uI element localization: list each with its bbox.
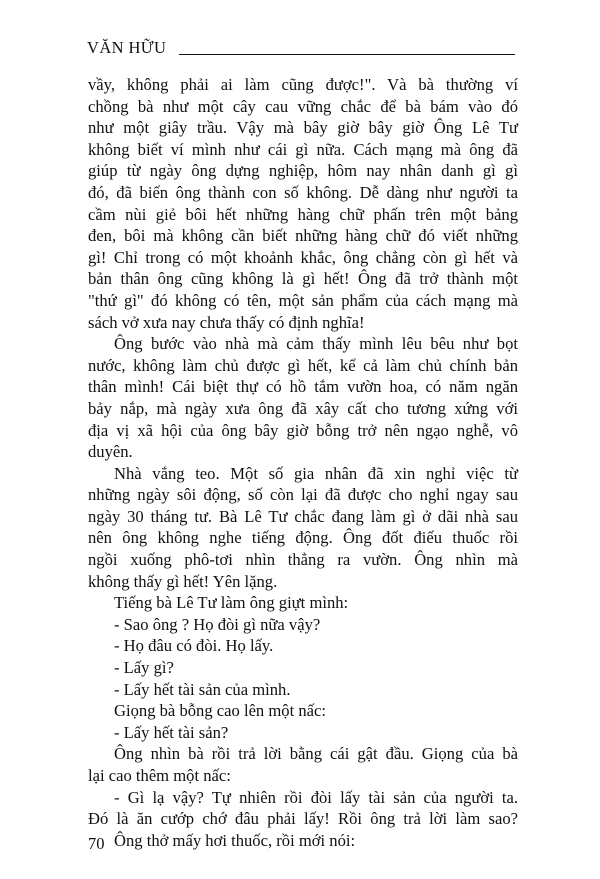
text-line: - Sao ông ? Họ đòi gì nữa vậy? (114, 614, 321, 634)
text-line: duyên. (88, 442, 133, 462)
text-line: Giọng bà bỗng cao lên một nấc: (114, 701, 326, 721)
text-line: - Lấy hết tài sản? (114, 722, 229, 742)
text-line: - Lấy gì? (114, 658, 174, 678)
text-line: lại cao thêm một nấc: (88, 766, 231, 785)
page-number: 70 (88, 834, 105, 853)
running-header (87, 38, 517, 60)
text-line: vầy, không phải ai làm cũng được!". Và bà thường ví (88, 75, 518, 94)
text-line: ngồi xuống phô-tơi nhìn thẳng ra vườn. Ông nhìn mà (88, 550, 518, 570)
text-line: cầm nùi giẻ bôi hết những hàng chữ phấn trên một bảng (88, 204, 518, 224)
text-line: thân mình! Cái biệt thự có hồ tắm vườn hoa, có năm ngăn (88, 377, 518, 397)
text-line: bảy nắp, mà ngày xưa ông đã xây cất cho tương xứng với (88, 398, 518, 418)
text-line: Đó là ăn cướp chớ đâu phải lấy! Rồi ông trả lời làm sao? (88, 809, 518, 829)
text-line: như một giây trầu. Vậy mà bây giờ bây giờ Ông Lê Tư (88, 118, 518, 138)
text-line: Ông bước vào nhà mà cảm thấy mình lêu bêu như bọt (114, 334, 518, 354)
text-line: Ông thở mấy hơi thuốc, rồi mới nói: (114, 830, 356, 850)
text-line: Ông nhìn bà rồi trả lời bằng cái gật đầu. Giọng của bà (114, 744, 518, 764)
text-line: đen, bôi mà không cần biết những hàng chữ đó viết những (88, 226, 518, 246)
text-line: không biết ví mình như cái gì nữa. Cách mạng mà ông đã (88, 139, 518, 159)
text-line: địa vị xã hội của ông bây giờ bỗng trở nên ngạo nghễ, vô (88, 420, 518, 440)
text-line: Nhà vắng teo. Một số gia nhân đã xin nghỉ việc từ (114, 463, 518, 483)
text-line: những ngày sôi động, số còn lại đã được cho nghỉ ngay sau (88, 485, 518, 505)
header-rule (179, 54, 515, 55)
text-line: giúp từ ngày ông dựng nghiệp, hôm nay nhân danh gì gì (88, 161, 518, 181)
text-line: chồng bà như một cây cau vững chắc để bà bám vào đó (88, 96, 518, 116)
text-line: - Họ đâu có đòi. Họ lấy. (114, 636, 274, 656)
text-line: - Lấy hết tài sản của mình. (114, 679, 291, 699)
text-line: "thứ gì" đó không có tên, một sản phẩm của cách mạng mà (88, 290, 518, 310)
text-line: ngày 30 tháng tư. Bà Lê Tư chắc đang làm gì ở dãi nhà sau (88, 506, 518, 526)
text-line: - Gì lạ vậy? Tự nhiên rồi đòi lấy tài sản của người ta. (114, 787, 518, 807)
text-line: Tiếng bà Lê Tư làm ông giựt mình: (114, 593, 349, 613)
text-line: gì! Chỉ trong có một khoảnh khắc, ông chẳng còn gì hết và (88, 247, 518, 267)
text-line: nên ông không nghe tiếng động. Ông đốt điếu thuốc rồi (88, 528, 518, 548)
text-line: không thấy gì hết! Yên lặng. (88, 571, 278, 591)
text-line: nước, không làm chủ được gì hết, kể cả làm chủ chính bản (88, 355, 518, 375)
body-text (88, 74, 518, 851)
text-line: bản thân ông cũng không là gì hết! Ông đã trở thành một (88, 269, 518, 289)
text-line: sách vở xưa nay chưa thấy có định nghĩa! (88, 312, 365, 332)
header-author: VĂN HỮU (87, 38, 167, 57)
text-line: đó, đã biến ông thành con số không. Dễ dàng như người ta (88, 182, 518, 202)
